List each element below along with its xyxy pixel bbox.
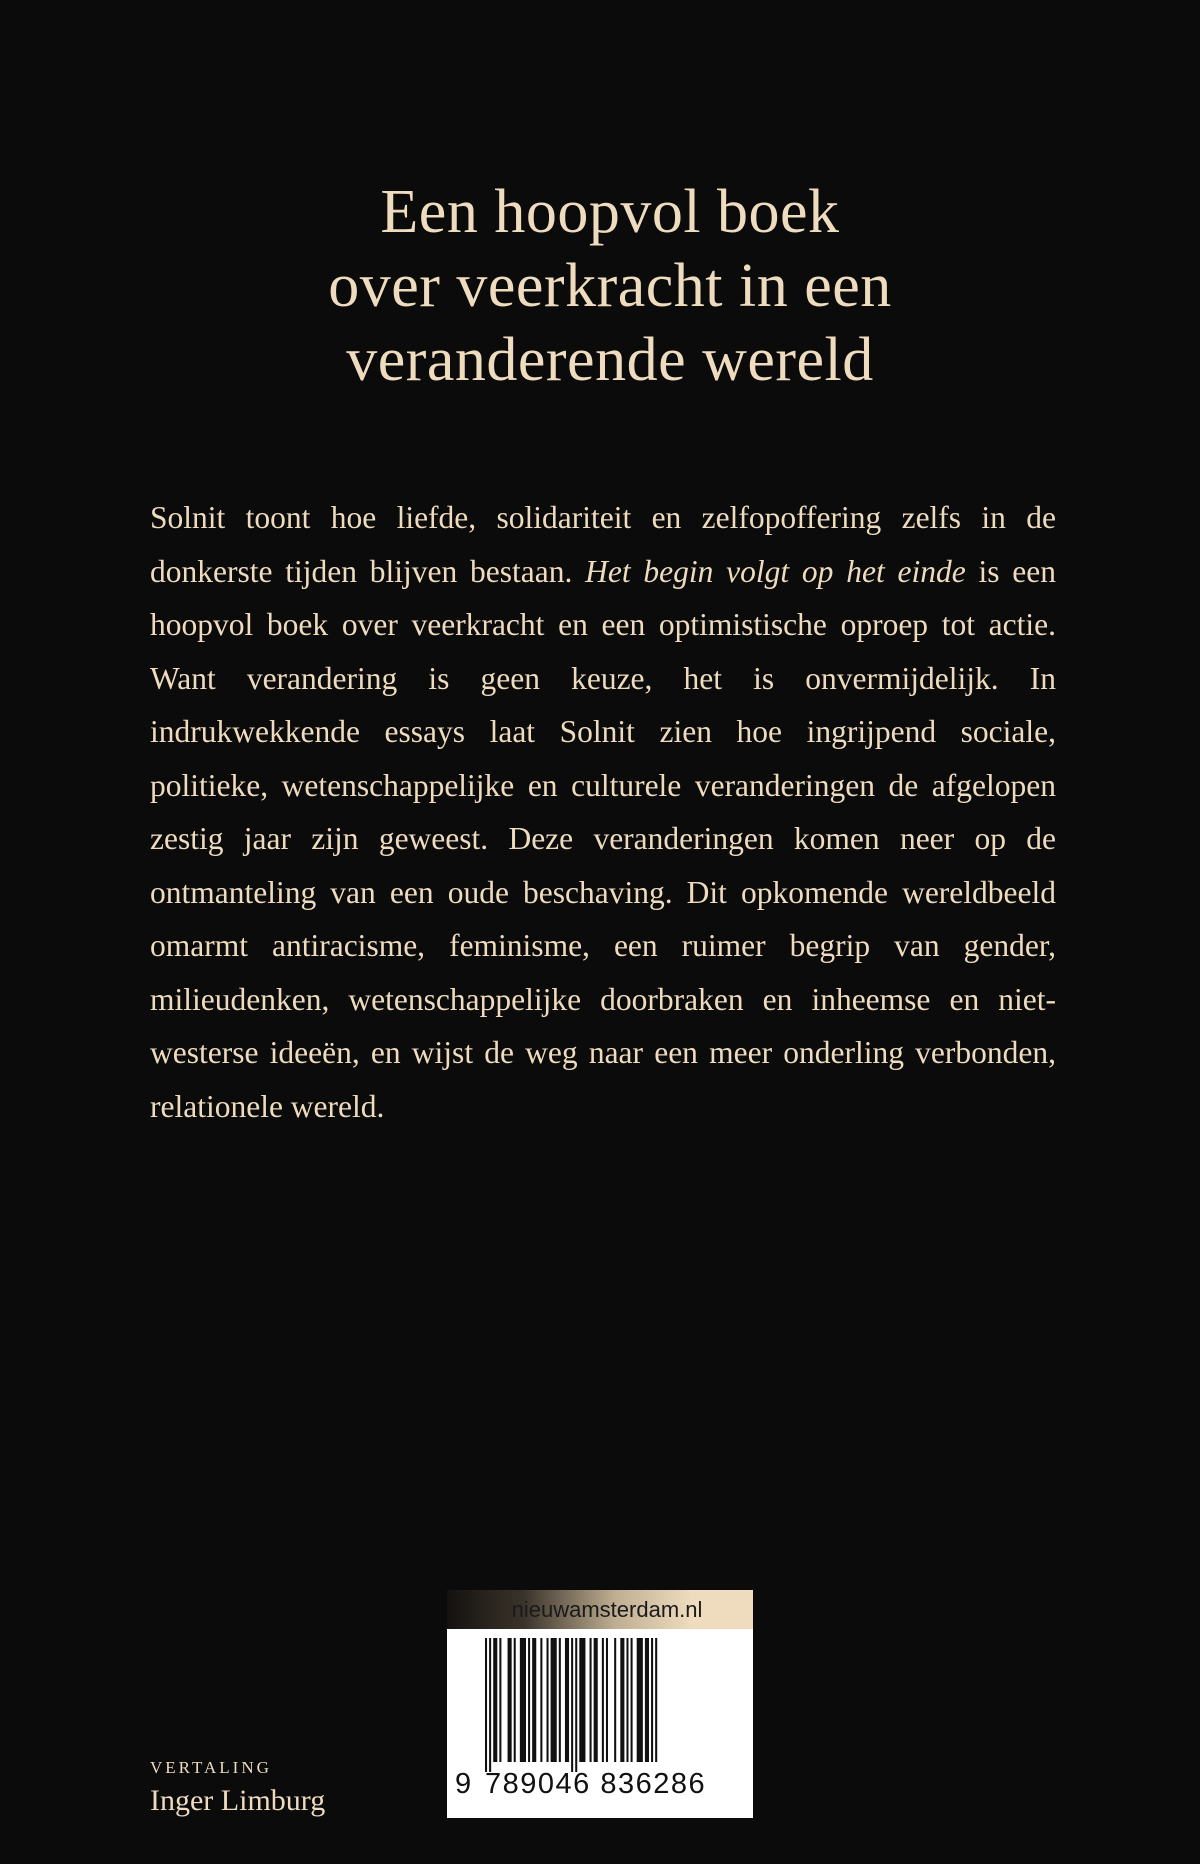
barcode-bar <box>575 1638 577 1772</box>
barcode-bar <box>620 1638 624 1762</box>
barcode-bar <box>540 1638 542 1762</box>
headline-line: veranderende wereld <box>346 326 874 394</box>
barcode-bar <box>590 1638 592 1762</box>
barcode-bar <box>626 1638 628 1762</box>
barcode-bar <box>551 1638 557 1762</box>
barcode-bar <box>594 1638 598 1762</box>
barcode-bar <box>532 1638 536 1762</box>
barcode-bar <box>645 1638 649 1762</box>
headline-line: Een hoopvol boek <box>380 178 840 246</box>
barcode-bar <box>547 1638 549 1762</box>
barcode-bar <box>565 1638 569 1762</box>
blurb-part: Solnit toont hoe liefde, solidariteit en zelfopoffering zelfs in de donkerste tijden blijven bestaan. <box>150 500 1056 589</box>
translator-name: Inger Limburg <box>150 1784 326 1817</box>
barcode-bar <box>651 1638 653 1762</box>
barcode-bar <box>571 1638 573 1772</box>
headline-line: over veerkracht in een <box>328 252 892 320</box>
blurb-part: is een hoopvol boek over veerkracht en een optimistische oproep tot actie. Want verandering is geen keuze, het is onvermijdelijk. In indrukwekkende essays laat Solnit zien hoe ingrijpend sociale, politieke, wetenschappelijke en culturele veranderingen de afgelopen zestig jaar zijn geweest. Deze veranderingen komen neer op de ontmanteling van een oude beschaving. Dit opkomende wereldbeeld omarmt antiracisme, feminisme, een ruimer begrip van gender, milieudenken, wetenschappelijke doorbraken en inheemse en niet-westerse ideeën, en wijst de weg naar een meer onderling verbonden, relationele wereld. <box>150 553 1056 1124</box>
barcode-bar <box>520 1638 526 1762</box>
barcode-bar <box>602 1638 604 1762</box>
barcode-panel <box>447 1629 753 1818</box>
barcode-bar <box>489 1638 491 1772</box>
credit-role: VERTALING <box>150 1758 272 1777</box>
barcode-bar <box>508 1638 512 1762</box>
barcode-bar <box>606 1638 608 1762</box>
barcode-bar <box>655 1638 657 1762</box>
barcode-bar <box>485 1638 487 1772</box>
translator-credit <box>150 1757 325 1820</box>
barcode-bars <box>485 1638 715 1772</box>
barcode-bar <box>579 1638 585 1762</box>
blurb-text <box>150 491 1056 1133</box>
headline <box>0 175 1200 397</box>
barcode-block <box>447 1590 753 1818</box>
barcode-bar <box>631 1638 633 1762</box>
barcode-bar <box>637 1638 643 1762</box>
barcode-bar <box>559 1638 561 1762</box>
barcode-bar <box>499 1638 501 1762</box>
barcode-bar <box>514 1638 516 1762</box>
isbn-digits: 789046 836286 <box>485 1768 707 1800</box>
barcode-bar <box>528 1638 530 1762</box>
book-title: Het begin volgt op het einde <box>585 553 966 589</box>
barcode-bar <box>493 1638 497 1762</box>
publisher-url: nieuwamsterdam.nl <box>447 1590 753 1629</box>
barcode-bar <box>614 1638 616 1762</box>
isbn-prefix: 9 <box>455 1768 472 1800</box>
